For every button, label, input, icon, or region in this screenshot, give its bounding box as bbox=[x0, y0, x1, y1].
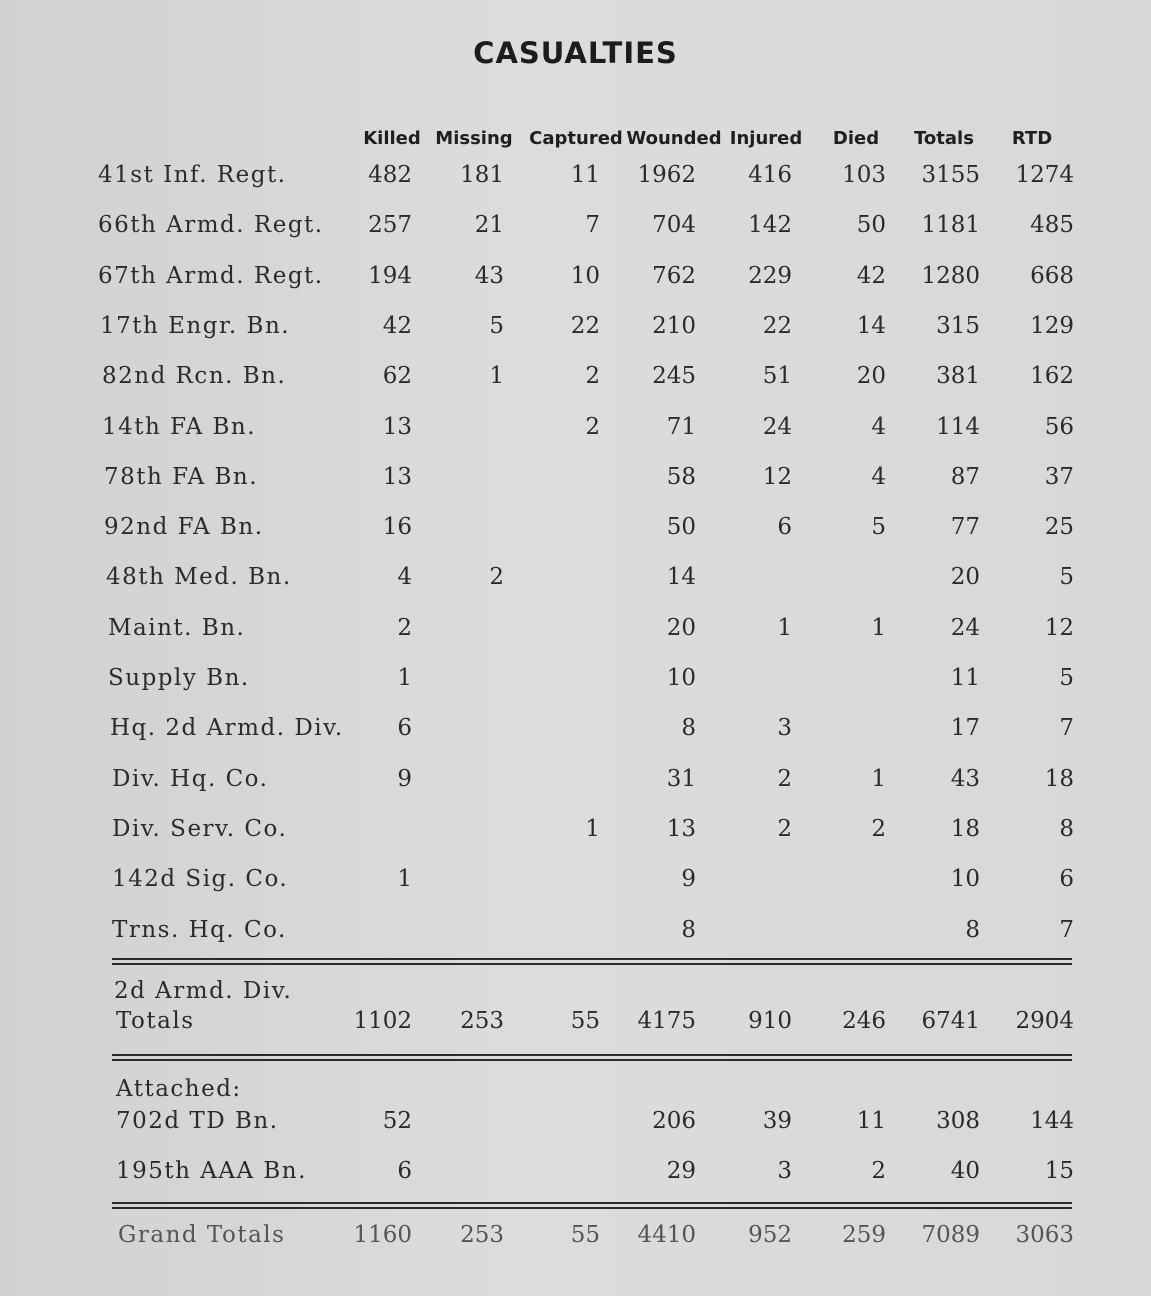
row-label: 78th FA Bn. bbox=[104, 464, 259, 490]
cell-rtd: 25 bbox=[1044, 514, 1074, 540]
cell-killed: 6 bbox=[397, 715, 412, 741]
table-row bbox=[0, 464, 1151, 504]
table-row bbox=[0, 1158, 1151, 1198]
cell-died: 14 bbox=[856, 313, 886, 339]
cell-totals: 40 bbox=[950, 1158, 980, 1184]
cell-captured: 7 bbox=[585, 212, 600, 238]
cell-rtd: 7 bbox=[1059, 715, 1074, 741]
cell-killed: 482 bbox=[368, 162, 412, 188]
row-label: 48th Med. Bn. bbox=[106, 564, 292, 590]
row-label: 17th Engr. Bn. bbox=[100, 313, 291, 339]
cell-died: 11 bbox=[856, 1108, 886, 1134]
cell-died: 1 bbox=[871, 766, 886, 792]
cell-captured: 2 bbox=[585, 414, 600, 440]
cell-injured: 2 bbox=[777, 816, 792, 842]
cell-died: 50 bbox=[856, 212, 886, 238]
cell-captured: 11 bbox=[570, 162, 600, 188]
cell-rtd: 668 bbox=[1030, 263, 1074, 289]
cell-injured: 1 bbox=[777, 615, 792, 641]
cell-rtd: 2904 bbox=[1015, 1008, 1074, 1034]
table-row bbox=[0, 917, 1151, 957]
cell-killed: 1160 bbox=[353, 1222, 412, 1248]
column-header-died: Died bbox=[832, 128, 880, 149]
column-header-missing: Missing bbox=[435, 128, 513, 149]
division-totals-label: 2d Armd. Div. bbox=[114, 978, 293, 1004]
cell-wounded: 1962 bbox=[637, 162, 696, 188]
cell-died: 2 bbox=[871, 1158, 886, 1184]
cell-rtd: 3063 bbox=[1015, 1222, 1074, 1248]
cell-rtd: 8 bbox=[1059, 816, 1074, 842]
cell-injured: 3 bbox=[777, 1158, 792, 1184]
cell-totals: 1181 bbox=[921, 212, 980, 238]
cell-wounded: 71 bbox=[666, 414, 696, 440]
cell-rtd: 56 bbox=[1044, 414, 1074, 440]
cell-missing: 21 bbox=[474, 212, 504, 238]
cell-missing: 253 bbox=[460, 1222, 504, 1248]
cell-wounded: 29 bbox=[666, 1158, 696, 1184]
page-title: CASUALTIES bbox=[473, 36, 678, 70]
cell-missing: 253 bbox=[460, 1008, 504, 1034]
cell-died: 20 bbox=[856, 363, 886, 389]
column-header-injured: Injured bbox=[729, 128, 803, 149]
cell-died: 246 bbox=[842, 1008, 886, 1034]
cell-totals: 114 bbox=[936, 414, 980, 440]
cell-died: 259 bbox=[842, 1222, 886, 1248]
table-row bbox=[0, 263, 1151, 303]
cell-injured: 12 bbox=[762, 464, 792, 490]
table-row bbox=[0, 212, 1151, 252]
cell-killed: 62 bbox=[382, 363, 412, 389]
cell-wounded: 58 bbox=[666, 464, 696, 490]
table-row bbox=[0, 1008, 1151, 1048]
row-label: Div. Hq. Co. bbox=[112, 766, 269, 792]
table-row bbox=[0, 162, 1151, 202]
cell-died: 5 bbox=[871, 514, 886, 540]
cell-died: 103 bbox=[842, 162, 886, 188]
column-header-wounded: Wounded bbox=[626, 128, 722, 149]
cell-captured: 22 bbox=[570, 313, 600, 339]
cell-killed: 194 bbox=[368, 263, 412, 289]
row-label: 92nd FA Bn. bbox=[104, 514, 264, 540]
cell-totals: 17 bbox=[950, 715, 980, 741]
cell-rtd: 144 bbox=[1030, 1108, 1074, 1134]
row-label: Maint. Bn. bbox=[108, 615, 246, 641]
cell-wounded: 20 bbox=[666, 615, 696, 641]
cell-rtd: 37 bbox=[1044, 464, 1074, 490]
table-row bbox=[0, 615, 1151, 655]
cell-injured: 142 bbox=[748, 212, 792, 238]
cell-totals: 20 bbox=[950, 564, 980, 590]
cell-totals: 7089 bbox=[921, 1222, 980, 1248]
cell-wounded: 13 bbox=[666, 816, 696, 842]
cell-rtd: 485 bbox=[1030, 212, 1074, 238]
cell-wounded: 31 bbox=[666, 766, 696, 792]
column-header-rtd: RTD bbox=[1011, 128, 1053, 149]
cell-rtd: 7 bbox=[1059, 917, 1074, 943]
cell-totals: 6741 bbox=[921, 1008, 980, 1034]
table-row bbox=[0, 564, 1151, 604]
cell-captured: 1 bbox=[585, 816, 600, 842]
cell-totals: 308 bbox=[936, 1108, 980, 1134]
cell-totals: 1280 bbox=[921, 263, 980, 289]
cell-killed: 13 bbox=[382, 414, 412, 440]
row-label: 67th Armd. Regt. bbox=[98, 263, 324, 289]
double-rule bbox=[112, 958, 1072, 965]
cell-rtd: 5 bbox=[1059, 564, 1074, 590]
cell-missing: 1 bbox=[489, 363, 504, 389]
column-header-killed: Killed bbox=[363, 128, 421, 149]
table-row bbox=[0, 866, 1151, 906]
cell-wounded: 9 bbox=[681, 866, 696, 892]
cell-captured: 55 bbox=[570, 1008, 600, 1034]
cell-rtd: 6 bbox=[1059, 866, 1074, 892]
row-label: 142d Sig. Co. bbox=[112, 866, 289, 892]
cell-wounded: 210 bbox=[652, 313, 696, 339]
table-row bbox=[0, 1108, 1151, 1148]
cell-wounded: 4175 bbox=[637, 1008, 696, 1034]
cell-died: 2 bbox=[871, 816, 886, 842]
row-label: Div. Serv. Co. bbox=[112, 816, 288, 842]
cell-injured: 3 bbox=[777, 715, 792, 741]
cell-killed: 52 bbox=[382, 1108, 412, 1134]
cell-injured: 229 bbox=[748, 263, 792, 289]
table-row bbox=[0, 414, 1151, 454]
table-row bbox=[0, 313, 1151, 353]
column-header-totals: Totals bbox=[914, 128, 974, 149]
cell-rtd: 18 bbox=[1044, 766, 1074, 792]
row-label: Totals bbox=[116, 1008, 195, 1034]
table-row bbox=[0, 816, 1151, 856]
cell-wounded: 14 bbox=[666, 564, 696, 590]
cell-totals: 11 bbox=[950, 665, 980, 691]
cell-captured: 55 bbox=[570, 1222, 600, 1248]
attached-heading: Attached: bbox=[116, 1076, 242, 1102]
cell-totals: 8 bbox=[965, 917, 980, 943]
cell-injured: 24 bbox=[762, 414, 792, 440]
cell-injured: 2 bbox=[777, 766, 792, 792]
cell-wounded: 10 bbox=[666, 665, 696, 691]
cell-killed: 6 bbox=[397, 1158, 412, 1184]
row-label: Hq. 2d Armd. Div. bbox=[110, 715, 344, 741]
cell-rtd: 129 bbox=[1030, 313, 1074, 339]
cell-totals: 18 bbox=[950, 816, 980, 842]
double-rule bbox=[112, 1054, 1072, 1061]
cell-killed: 1 bbox=[397, 866, 412, 892]
row-label: 66th Armd. Regt. bbox=[98, 212, 324, 238]
row-label: Supply Bn. bbox=[108, 665, 250, 691]
row-label: 195th AAA Bn. bbox=[116, 1158, 307, 1184]
table-row bbox=[0, 766, 1151, 806]
cell-killed: 1 bbox=[397, 665, 412, 691]
cell-wounded: 762 bbox=[652, 263, 696, 289]
cell-totals: 77 bbox=[950, 514, 980, 540]
cell-killed: 16 bbox=[382, 514, 412, 540]
cell-totals: 315 bbox=[936, 313, 980, 339]
cell-injured: 416 bbox=[748, 162, 792, 188]
cell-died: 1 bbox=[871, 615, 886, 641]
cell-wounded: 206 bbox=[652, 1108, 696, 1134]
table-row bbox=[0, 665, 1151, 705]
cell-killed: 257 bbox=[368, 212, 412, 238]
row-label: 14th FA Bn. bbox=[102, 414, 257, 440]
cell-wounded: 8 bbox=[681, 715, 696, 741]
cell-wounded: 50 bbox=[666, 514, 696, 540]
row-label: 702d TD Bn. bbox=[116, 1108, 279, 1134]
cell-captured: 2 bbox=[585, 363, 600, 389]
cell-rtd: 162 bbox=[1030, 363, 1074, 389]
cell-rtd: 1274 bbox=[1015, 162, 1074, 188]
cell-rtd: 12 bbox=[1044, 615, 1074, 641]
cell-died: 4 bbox=[871, 464, 886, 490]
cell-totals: 43 bbox=[950, 766, 980, 792]
cell-totals: 381 bbox=[936, 363, 980, 389]
cell-wounded: 4410 bbox=[637, 1222, 696, 1248]
row-label: 41st Inf. Regt. bbox=[98, 162, 287, 188]
table-row bbox=[0, 514, 1151, 554]
cell-injured: 22 bbox=[762, 313, 792, 339]
cell-injured: 39 bbox=[762, 1108, 792, 1134]
cell-totals: 3155 bbox=[921, 162, 980, 188]
cell-wounded: 245 bbox=[652, 363, 696, 389]
cell-died: 4 bbox=[871, 414, 886, 440]
cell-injured: 6 bbox=[777, 514, 792, 540]
cell-died: 42 bbox=[856, 263, 886, 289]
cell-killed: 4 bbox=[397, 564, 412, 590]
cell-injured: 952 bbox=[748, 1222, 792, 1248]
cell-captured: 10 bbox=[570, 263, 600, 289]
cell-totals: 87 bbox=[950, 464, 980, 490]
cell-missing: 2 bbox=[489, 564, 504, 590]
cell-rtd: 5 bbox=[1059, 665, 1074, 691]
double-rule bbox=[112, 1202, 1072, 1209]
cell-wounded: 8 bbox=[681, 917, 696, 943]
cell-injured: 51 bbox=[762, 363, 792, 389]
cell-missing: 5 bbox=[489, 313, 504, 339]
cell-killed: 9 bbox=[397, 766, 412, 792]
table-row bbox=[0, 1222, 1151, 1262]
cell-killed: 13 bbox=[382, 464, 412, 490]
row-label: Grand Totals bbox=[118, 1222, 286, 1248]
cell-killed: 42 bbox=[382, 313, 412, 339]
cell-injured: 910 bbox=[748, 1008, 792, 1034]
cell-missing: 181 bbox=[460, 162, 504, 188]
cell-totals: 24 bbox=[950, 615, 980, 641]
table-row bbox=[0, 715, 1151, 755]
row-label: 82nd Rcn. Bn. bbox=[102, 363, 287, 389]
table-row bbox=[0, 363, 1151, 403]
cell-killed: 2 bbox=[397, 615, 412, 641]
column-header-captured: Captured bbox=[529, 128, 623, 149]
cell-killed: 1102 bbox=[353, 1008, 412, 1034]
cell-totals: 10 bbox=[950, 866, 980, 892]
cell-wounded: 704 bbox=[652, 212, 696, 238]
row-label: Trns. Hq. Co. bbox=[112, 917, 287, 943]
cell-rtd: 15 bbox=[1044, 1158, 1074, 1184]
cell-missing: 43 bbox=[474, 263, 504, 289]
